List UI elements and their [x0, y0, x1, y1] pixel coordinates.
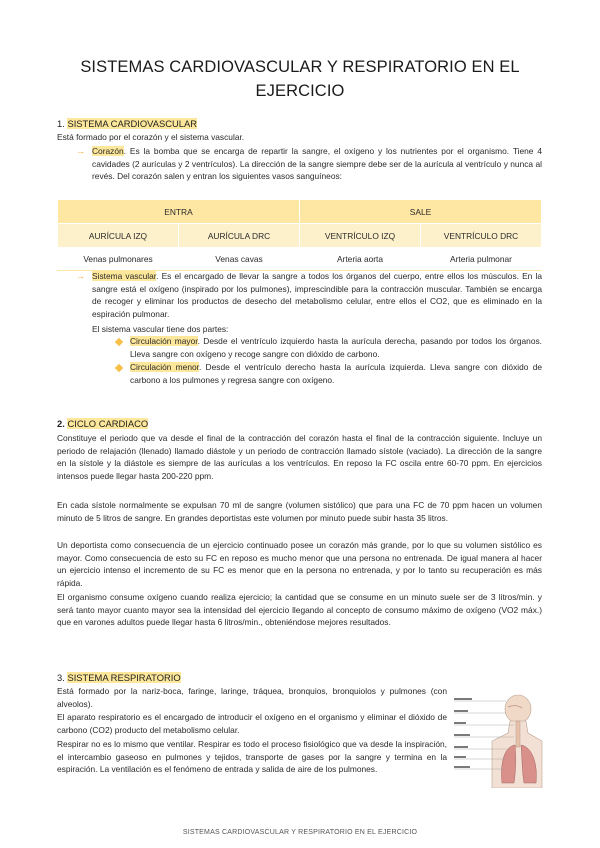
arrow-bullet-icon: →: [76, 146, 85, 156]
table-cell: Arteria aorta: [300, 248, 421, 271]
ciclo-paragraph-2: En cada sístole normalmente se expulsan 70 ml de sangre (volumen sistólico) que para una FC de 70 ppm hacen un volumen minuto de 5 litros de sangre. En grandes deportistas este volumen por minuto puede subir hasta 35 litros.: [57, 500, 542, 523]
ciclo-paragraph-3: Un deportista como consecuencia de un ejercicio continuado posee un corazón más grande, por lo que su volumen sistólico es mayor. Como consecuencia de esto su FC en reposo es mucho menor que una persona no entrenada. De igual manera al hacer un ejercicio intenso el incremento de su FC es menor que en la persona no entrenada, y por lo tanto su recuperación es más rápida.: [57, 540, 542, 588]
arrow-bullet-icon: →: [76, 271, 85, 281]
circulacion-mayor-term: Circulación mayor: [130, 336, 198, 346]
vessels-table: [57, 199, 542, 271]
section2-number: 2.: [57, 418, 65, 429]
vascular-paragraph: [92, 270, 542, 320]
diamond-bullet-icon: [115, 364, 123, 372]
vascular-term: Sistema vascular: [92, 271, 157, 281]
section1-title: SISTEMA CARDIOVASCULAR: [67, 118, 197, 129]
circulacion-menor-paragraph: [130, 361, 542, 386]
table-header-cell: AURÍCULA DRC: [179, 224, 300, 248]
table-cell: Venas pulmonares: [58, 248, 179, 271]
section3-heading: [57, 672, 181, 684]
diamond-bullet-icon: [115, 338, 123, 346]
corazon-term: Corazón: [92, 146, 124, 156]
respiratory-diagram-icon: [452, 693, 544, 788]
respiratorio-paragraph-1: Está formado por la nariz-boca, faringe, laringe, tráquea, bronquios, bronquiolos y pulmones (con alveolos).: [57, 686, 447, 709]
table-group-header: ENTRA: [58, 200, 300, 224]
table-header-cell: AURÍCULA IZQ: [58, 224, 179, 248]
section2-heading: [57, 418, 148, 430]
section3-title: SISTEMA RESPIRATORIO: [67, 672, 181, 683]
table-cell: Venas cavas: [179, 248, 300, 271]
page-footer: SISTEMAS CARDIOVASCULAR Y RESPIRATORIO EN EL EJERCICIO: [182, 829, 418, 836]
ciclo-paragraph-1: Constituye el periodo que va desde el final de la contracción del corazón hasta el final de la contracción siguiente. Incluye un periodo de relajación (llenado) llamado diástole y un periodo de contracción llamado sístole (vaciado). La dirección de la sangre en la sístole y la diástole es siempre de las aurículas a los ventrículos. En reposo la FC oscila entre 60-70 ppm. En ejercicios intensos puede llegar hasta 200-220 ppm.: [57, 433, 542, 481]
circulacion-menor-text: . Desde el ventrículo derecho hasta la aurícula izquierda. Lleva sangre con dióxido de carbono a los pulmones y regresa sangre con oxígeno.: [130, 362, 543, 385]
corazon-text: . Es la bomba que se encarga de repartir la sangre, el oxígeno y los nutrientes por el organismo. Tiene 4 cavidades (2 aurículas y 2 ventrículos). La dirección de la sangre siempre debe ser de la aurícula al ventrículo y nunca al revés. Del corazón salen y entran los siguientes vasos sanguíneos:: [92, 146, 542, 182]
table-header-cell: VENTRÍCULO DRC: [421, 224, 542, 248]
circulacion-mayor-paragraph: [130, 335, 542, 360]
dos-partes-text: El sistema vascular tiene dos partes:: [92, 324, 229, 334]
respiratorio-paragraph-2: El aparato respiratorio es el encargado de introducir el oxígeno en el organismo y eliminar el dióxido de carbono (CO2) producto del metabolismo celular.: [57, 712, 447, 735]
table-cell: Arteria pulmonar: [421, 248, 542, 271]
section1-heading: [57, 118, 197, 130]
vascular-text: . Es el encargado de llevar la sangre a todos los órganos del cuerpo, entre ellos los músculos. En la sangre está el oxígeno (inspirado por los pulmones), imprescindible para la contracción muscular. También se encarga de recoger y eliminar los productos de desecho del metabolismo celular, entre ellos el CO2, que es eliminado en la espiración pulmonar.: [92, 271, 542, 319]
section3-number: 3.: [57, 672, 65, 683]
section2-title: CICLO CARDIACO: [67, 418, 149, 429]
circulacion-menor-term: Circulación menor: [130, 362, 199, 372]
circulacion-mayor-text: . Desde el ventrículo izquierdo hasta la aurícula derecha, pasando por todos los órganos. Lleva sangre con oxígeno y recoge sangre con dióxido de carbono.: [130, 336, 542, 359]
page-title: SISTEMAS CARDIOVASCULAR Y RESPIRATORIO EN EL EJERCICIO: [80, 58, 520, 100]
table-header-cell: VENTRÍCULO IZQ: [300, 224, 421, 248]
corazon-paragraph: [92, 145, 542, 183]
table-group-header: SALE: [300, 200, 542, 224]
section1-intro: Está formado por el corazón y el sistema vascular.: [57, 132, 245, 142]
respiratorio-paragraph-3: Respirar no es lo mismo que ventilar. Respirar es todo el proceso fisiológico que va desde la inspiración, el intercambio gaseoso en pulmones y tejidos, transporte de gases por la sangre y termina en la espiración. La ventilación es el fenómeno de entrada y salida de aire de los pulmones.: [57, 739, 447, 775]
section1-number: 1.: [57, 118, 65, 129]
ciclo-paragraph-4: El organismo consume oxígeno cuando realiza ejercicio; la cantidad que se consume en un minuto suele ser de 3 litros/min. y será tanto mayor cuanto mayor sea la intensidad del ejercicio llegando al concepto de consumo máximo de oxígeno (VO2 máx.) que en varones adultos puede llegar hasta 6 litros/min., obteniéndose mejores resultados.: [57, 592, 542, 628]
